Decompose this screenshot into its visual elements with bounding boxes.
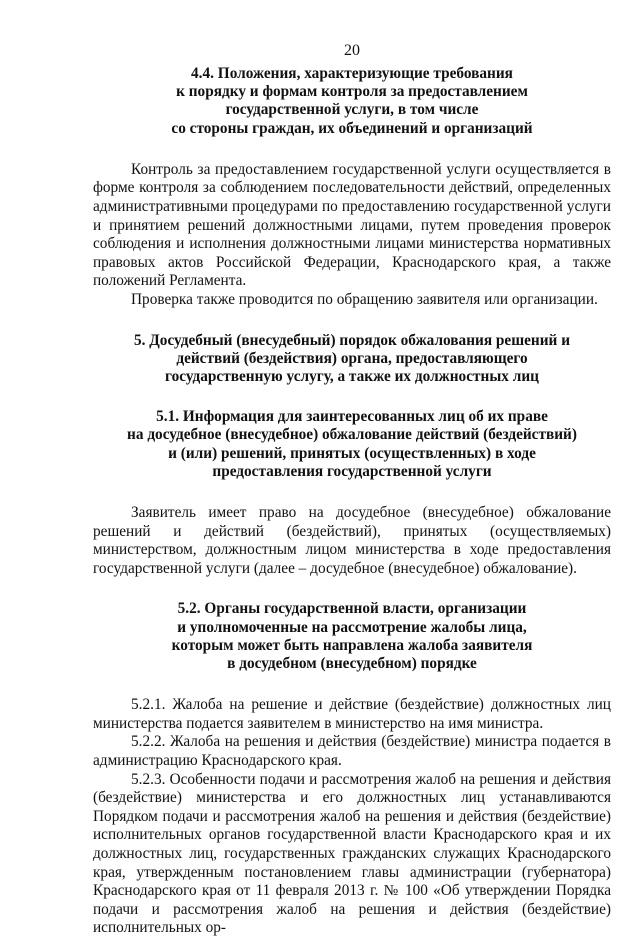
page-number: 20 <box>344 42 360 59</box>
heading-line: государственную услугу, а также их должностных лиц <box>165 367 539 385</box>
heading-line: которым может быть направлена жалоба заявителя <box>171 636 533 654</box>
paragraph-control: Контроль за предоставлением государственной услуги осуществляется в форме контроля за соблюдением последовательности действий, определенных административными процедурами по предоставлению государственной услуги и принятием решений должностными лицами, путем проведения проверок соблюдения и исполнения должностными лицами министерства нормативных правовых актов Российской Федерации, Краснодарского края, а также положений Регламента. <box>93 160 611 290</box>
heading-line: на досудебное (внесудебное) обжалование действий (бездействий) <box>127 426 577 444</box>
heading-line: в досудебном (внесудебном) порядке <box>227 654 477 672</box>
paragraph-inspection: Проверка также проводится по обращению заявителя или организации. <box>131 290 598 308</box>
paragraph-5-2-2: 5.2.2. Жалоба на решения и действия (бездействие) министра подается в администрацию Краснодарского края. <box>93 733 611 769</box>
heading-line: 5. Досудебный (внесудебный) порядок обжалования решений и <box>133 331 571 349</box>
heading-line: и (или) решений, принятых (осуществленных) в ходе <box>168 444 536 462</box>
heading-5-2 <box>93 600 611 673</box>
heading-line: предоставления государственной услуги <box>212 462 492 480</box>
paragraph-5-2-1: 5.2.1. Жалоба на решение и действие (бездействие) должностных лиц министерства подается заявителем в министерство на имя министра. <box>93 696 611 732</box>
heading-line: действий (бездействия) органа, предоставляющего <box>176 349 528 367</box>
heading-line: 5.2. Органы государственной власти, организации <box>177 600 527 618</box>
heading-line: к порядку и формам контроля за предоставлением <box>176 83 528 101</box>
paragraph-5-2-3: 5.2.3. Особенности подачи и рассмотрения жалоб на решения и действия (бездействие) министерства и его должностных лиц устанавливаются Порядком подачи и рассмотрения жалоб на решения и действия (бездействие) исполнительных органов государственной власти Краснодарского края и их должностных лиц, государственных гражданских служащих Краснодарского края, утвержденным постановлением главы администрации (губернатора) Краснодарского края от 11 февраля 2013 г. № 100 «Об утверждении Порядка подачи и рассмотрения жалоб на решения и действия (бездействие) исполнительных ор- <box>93 770 611 937</box>
heading-line: и уполномоченные на рассмотрение жалобы лица, <box>177 618 527 636</box>
heading-line: со стороны граждан, их объединений и организаций <box>171 119 533 137</box>
heading-5 <box>93 332 611 387</box>
heading-4-4 <box>93 65 611 138</box>
heading-5-1 <box>93 408 611 481</box>
paragraph-appeal-right: Заявитель имеет право на досудебное (внесудебное) обжалование решений и действий (бездействий), принятых (осуществляемых) министерством, должностным лицом министерства в ходе предоставления государственной услуги (далее – досудебное (внесудебное) обжалование). <box>93 503 611 577</box>
heading-line: государственной услуги, в том числе <box>225 101 479 119</box>
heading-line: 4.4. Положения, характеризующие требования <box>191 65 513 82</box>
heading-line: 5.1. Информация для заинтересованных лиц об их праве <box>156 408 548 426</box>
